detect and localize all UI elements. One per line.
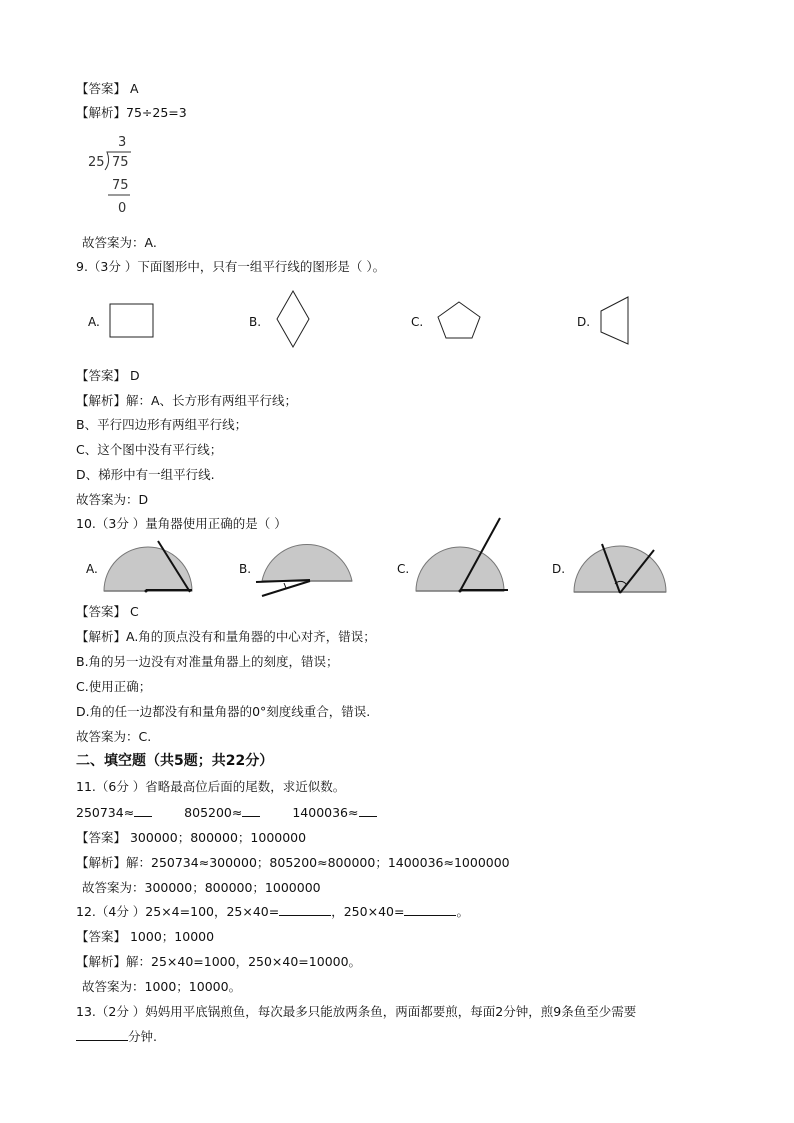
rectangle-shape xyxy=(108,303,156,339)
q12-stem-b: ，250×40= xyxy=(331,904,405,919)
q10-stem: 10.（3分 ）量角器使用正确的是（ ） xyxy=(76,516,287,531)
q9-answer: 【答案】 D xyxy=(76,368,140,383)
ld-underline xyxy=(108,194,132,197)
q10-conclusion: 故答案为：C. xyxy=(76,729,152,744)
q13-stem: 13.（2分 ）妈妈用平底锅煎鱼，每次最多只能放两条鱼，两面都要煎，每面2分钟，煎9条鱼至少需要 xyxy=(76,1004,637,1019)
q9-option-d-label: D. xyxy=(577,315,591,329)
q9-stem: 9.（3分 ）下面图形中，只有一组平行线的图形是（ ）。 xyxy=(76,259,386,274)
q10-option-b-label: B. xyxy=(239,562,252,576)
q10-analysis-3: C.使用正确； xyxy=(76,679,152,694)
q9-option-a-label: A. xyxy=(88,315,100,329)
q10-analysis-2: B.角的另一边没有对准量角器上的刻度，错误； xyxy=(76,654,339,669)
section-heading: 二、填空题（共5题；共22分） xyxy=(76,753,274,769)
q12-answer: 【答案】 1000；10000 xyxy=(76,929,215,944)
q8-answer: 【答案】 A xyxy=(76,81,139,96)
q9-conclusion: 故答案为：D xyxy=(76,492,149,507)
q13-blank[interactable] xyxy=(76,1028,128,1041)
q9-option-b-label: B. xyxy=(249,315,262,329)
ld-quotient: 3 xyxy=(118,135,127,150)
q11-item-3: 1400036≈ xyxy=(292,805,359,820)
q9-option-c-label: C. xyxy=(411,315,424,329)
q13-stem-tail: 分钟. xyxy=(128,1029,157,1044)
protractor-c xyxy=(412,512,510,596)
q12-blank-2[interactable] xyxy=(404,903,456,916)
q12-stem-c: 。 xyxy=(456,904,469,919)
trapezoid-shape xyxy=(596,294,638,350)
ld-remainder: 0 xyxy=(118,201,127,216)
protractor-d xyxy=(570,542,670,596)
q11-blank-2[interactable] xyxy=(242,804,260,817)
q12-analysis: 【解析】解：25×40=1000，250×40=10000。 xyxy=(76,954,362,969)
q9-analysis-2: B、平行四边形有两组平行线； xyxy=(76,417,248,432)
q12-blank-1[interactable] xyxy=(279,903,331,916)
q11-answer: 【答案】 300000；800000；1000000 xyxy=(76,830,307,845)
q9-analysis-1: 【解析】解：A、长方形有两组平行线； xyxy=(76,393,298,408)
q11-blank-3[interactable] xyxy=(359,804,377,817)
q10-analysis-4: D.角的任一边都没有和量角器的0°刻度线重合，错误. xyxy=(76,704,371,719)
q13-stem-line2 xyxy=(76,1028,157,1046)
q12-stem xyxy=(76,903,469,921)
q10-analysis-1: 【解析】A.角的顶点没有和量角器的中心对齐，错误； xyxy=(76,629,376,644)
q8-conclusion: 故答案为：A. xyxy=(82,235,157,250)
q9-analysis-3: C、这个图中没有平行线； xyxy=(76,442,223,457)
q12-conclusion: 故答案为：1000；10000。 xyxy=(82,979,242,994)
protractor-b xyxy=(254,536,354,600)
q11-conclusion: 故答案为：300000；800000；1000000 xyxy=(82,880,321,895)
q11-item-2: 805200≈ xyxy=(184,805,243,820)
ld-dividend: 75 xyxy=(112,155,129,170)
ld-product: 75 xyxy=(112,178,129,193)
q10-answer: 【答案】 C xyxy=(76,604,139,619)
ld-divisor: 25 xyxy=(88,155,105,170)
q10-option-d-label: D. xyxy=(552,562,566,576)
q11-items xyxy=(76,804,377,822)
q10-option-a-label: A. xyxy=(86,562,98,576)
q10-option-c-label: C. xyxy=(397,562,410,576)
q11-stem: 11.（6分 ）省略最高位后面的尾数，求近似数。 xyxy=(76,779,346,794)
q9-analysis-4: D、梯形中有一组平行线. xyxy=(76,467,215,482)
rhombus-shape xyxy=(274,289,312,351)
pentagon-shape xyxy=(434,300,484,342)
q12-stem-a: 12.（4分 ）25×4=100，25×40= xyxy=(76,904,280,919)
q8-analysis: 【解析】75÷25=3 xyxy=(76,105,187,120)
protractor-a xyxy=(102,536,196,596)
q11-item-1: 250734≈ xyxy=(76,805,135,820)
q11-analysis: 【解析】解：250734≈300000；805200≈800000；1400036≈1000000 xyxy=(76,855,510,870)
q11-blank-1[interactable] xyxy=(134,804,152,817)
